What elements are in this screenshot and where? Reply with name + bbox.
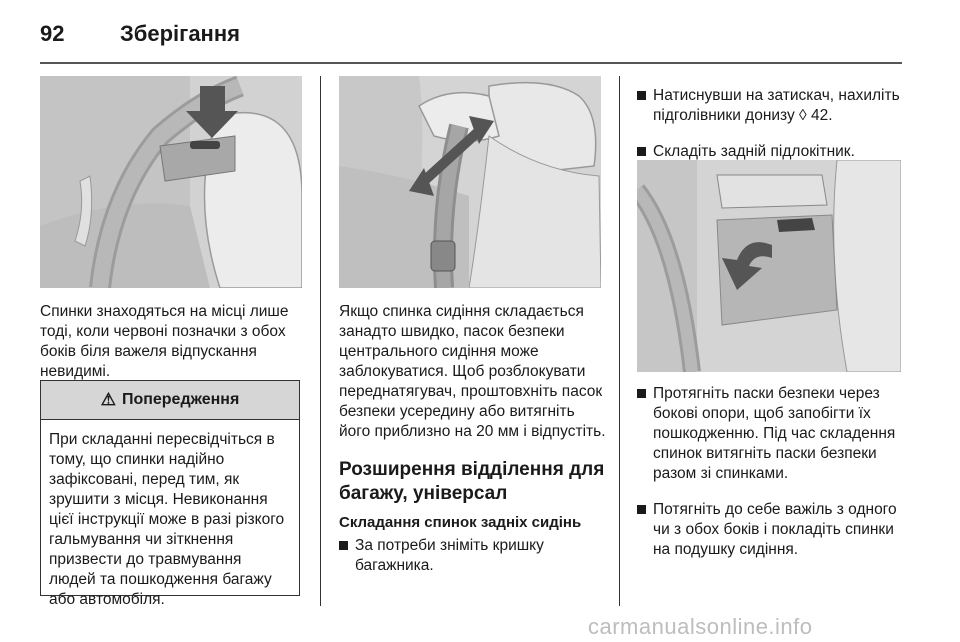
cargo-expansion-heading: Розширення відділення для багажу, універсал xyxy=(339,459,605,504)
seat-locked-paragraph: Спинки знаходяться на місці лише тоді, коли червоні позначки з обох боків біля важеля відпускання невидимі. xyxy=(40,303,289,380)
col2-bullet-list xyxy=(339,536,607,592)
header-rule xyxy=(40,62,902,64)
column-divider xyxy=(320,76,321,606)
bullet-square-icon xyxy=(637,147,646,156)
bullet-square-icon xyxy=(637,91,646,100)
bullet-square-icon xyxy=(637,389,646,398)
warning-title: Попередження xyxy=(121,391,240,408)
warning-box xyxy=(40,380,300,608)
seat-release-illustration xyxy=(40,76,302,288)
warning-triangle-icon: ⚠ xyxy=(100,390,116,409)
list-item: Протягніть паски безпеки через бокові опори, щоб запобігти їх пошкодженню. Під час складення спинок витягніть паски безпеки разом зі спинками. xyxy=(637,384,907,484)
headrest-belt-illustration xyxy=(339,76,601,288)
list-item: Натиснувши на затискач, нахиліть підголівники донизу ◊ 42. xyxy=(637,86,905,126)
belt-blocking-paragraph: Якщо спинка сидіння складається занадто швидко, пасок безпеки центрального сидіння може заблокуватися. Щоб розблокувати переднатягувач, проштовхніть пасок безпеки усередину або витягніть його приблизно на 20 мм і відпустіть. xyxy=(339,303,606,440)
col3-bottom-bullet-list xyxy=(637,384,907,576)
watermark-text: carmanualsonline.info xyxy=(588,614,813,639)
bullet-square-icon xyxy=(637,505,646,514)
page-header xyxy=(40,14,240,54)
warning-header xyxy=(41,381,299,420)
column-divider xyxy=(619,76,620,606)
section-title: Зберігання xyxy=(120,21,240,46)
bullet-square-icon xyxy=(339,541,348,550)
list-item: Складіть задній підлокітник. xyxy=(637,142,905,162)
page-number: 92 xyxy=(40,21,65,46)
list-item: Потягніть до себе важіль з одного чи з обох боків і покладіть спинки на подушку сидіння. xyxy=(637,500,907,560)
fold-backrest-subheading: Складання спинок задніх сидінь xyxy=(339,514,582,531)
warning-text: При складанні пересвідчіться в тому, що спинки надійно зафіксовані, перед тим, як зрушити з місця. Невиконання цієї інструкції може в разі різкого гальмування чи зіткнення призвести до травмування людей та пошкодження багажу або автомобіля. xyxy=(49,431,285,608)
list-item: За потреби зніміть кришку багажника. xyxy=(339,536,607,576)
armrest-fold-illustration xyxy=(637,160,901,372)
